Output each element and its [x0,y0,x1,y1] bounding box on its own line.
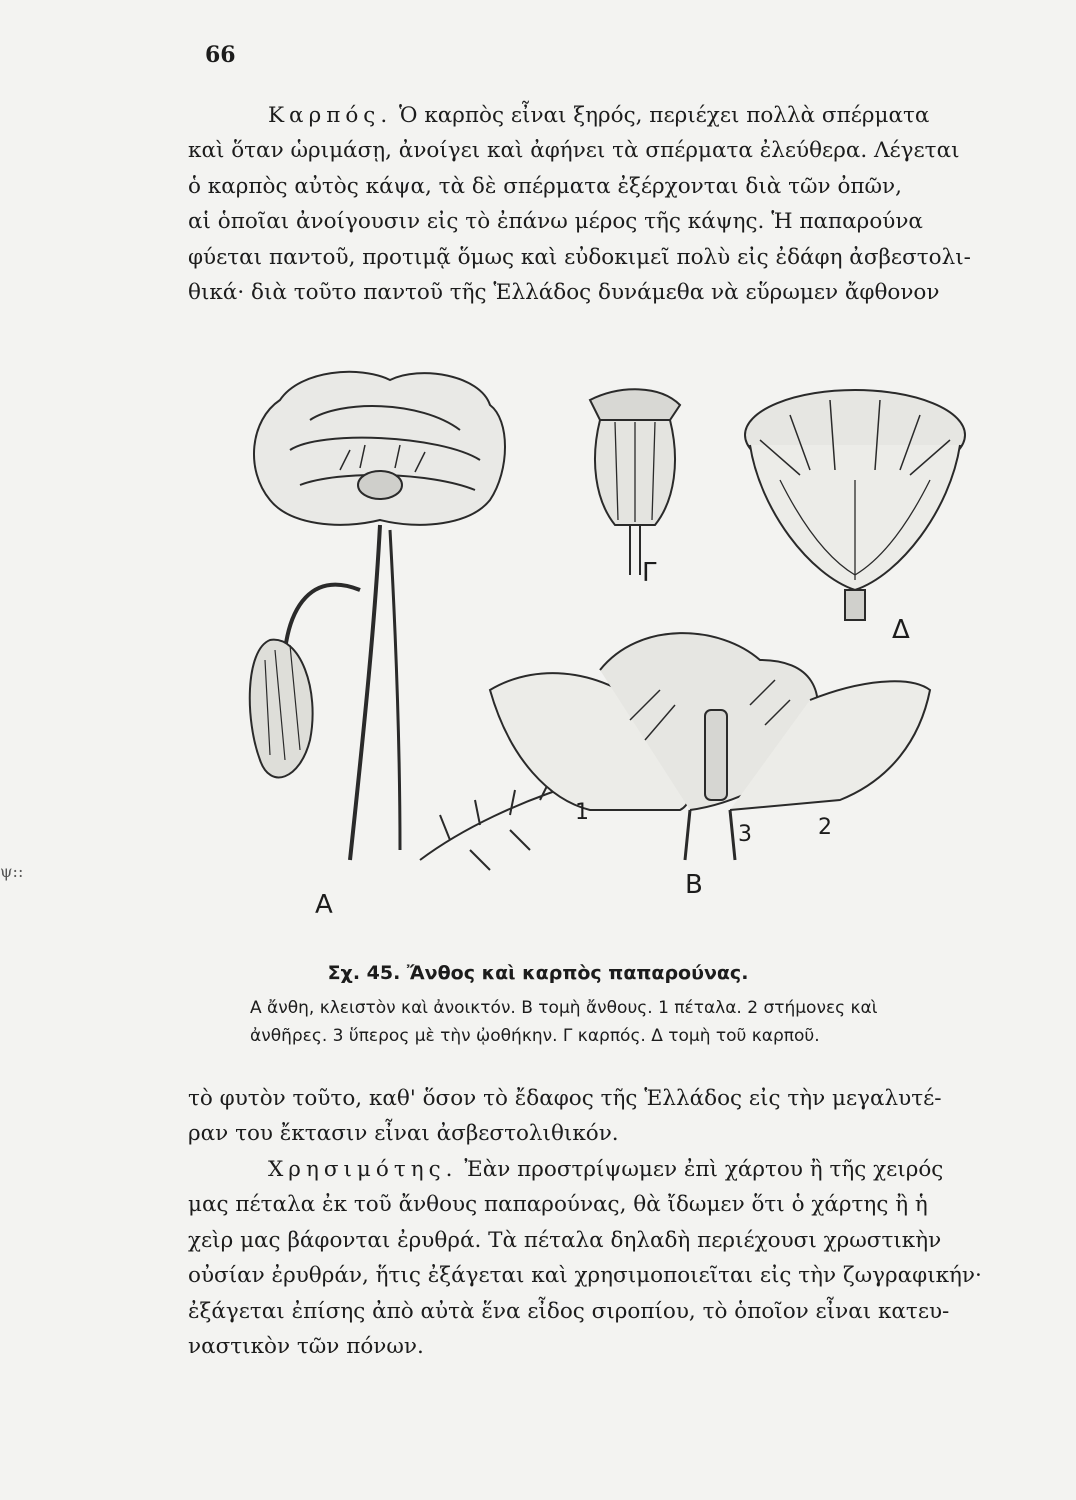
section-heading-chrisimotis: Χρησιμότης. [268,1157,458,1182]
flower-section-drawing [490,633,930,860]
paragraph-continuation [188,1081,1023,1152]
poppy-illustration [190,360,1020,920]
capsule-section-drawing [745,390,965,620]
section-heading-karpos: Καρπός. [268,103,393,128]
paragraph-line: φύεται παντοῦ, προτιμᾷ ὅμως καὶ εὐδοκιμεῖ πολὺ εἰς ἐδάφη ἀσβεστολι- [188,244,971,270]
margin-mark: ψ:: [0,862,24,881]
figure-label-a: Α [315,890,333,920]
paragraph-karpos [188,98,1023,310]
capsule-drawing [590,389,680,575]
paragraph-line: ναστικὸν τῶν πόνων. [188,1334,424,1360]
paragraph-line: ἐξάγεται ἐπίσης ἀπὸ αὐτὰ ἕνα εἶδος σιροπίου, τὸ ὁποῖον εἶναι κατευ- [188,1298,950,1324]
open-flower-drawing [254,372,505,525]
figure-label-1: 1 [575,800,589,825]
closed-bud-drawing [250,640,313,778]
paragraph-line: οὐσίαν ἐρυθράν, ἥτις ἐξάγεται καὶ χρησιμοποιεῖται εἰς τὴν ζωγραφικήν· [188,1263,982,1289]
paragraph-chrisimotis [188,1152,1023,1364]
paragraph-line: αἱ ὁποῖαι ἀνοίγουσιν εἰς τὸ ἐπάνω μέρος τῆς κάψης. Ἡ παπαρούνα [188,209,923,235]
figure-caption-title: Σχ. 45. Ἄνθος καὶ καρπὸς παπαρούνας. [327,962,749,984]
paragraph-line: Καρπός. Ὁ καρπὸς εἶναι ξηρός, περιέχει πολλὰ σπέρματα [268,103,930,128]
paragraph-line: χεὶρ μας βάφονται ἐρυθρά. Τὰ πέταλα δηλαδὴ περιέχουσι χρωστικὴν [188,1227,942,1253]
caption-line: Α ἄνθη, κλειστὸν καὶ ἀνοικτόν. Β τομὴ ἄνθους. 1 πέταλα. 2 στήμονες καὶ [250,998,878,1018]
paragraph-line: ὁ καρπὸς αὐτὸς κάψα, τὰ δὲ σπέρματα ἐξέρχονται διὰ τῶν ὀπῶν, [188,173,902,199]
paragraph-line: καὶ ὅταν ὡριμάσῃ, ἀνοίγει καὶ ἀφήνει τὰ σπέρματα ἐλεύθερα. Λέγεται [188,138,960,164]
paragraph-line: θικά· διὰ τοῦτο παντοῦ τῆς Ἑλλάδος δυνάμεθα νὰ εὕρωμεν ἄφθονον [188,280,940,306]
paragraph-line: μας πέταλα ἐκ τοῦ ἄνθους παπαρούνας, θὰ ἴδωμεν ὅτι ὁ χάρτης ἢ ἡ [188,1192,928,1218]
figure-label-g: Γ [642,558,657,588]
figure-caption [250,994,1010,1050]
paragraph-line: ραν του ἔκτασιν εἶναι ἀσβεστολιθικόν. [188,1121,619,1147]
figure-label-2: 2 [818,815,832,840]
figure-label-d: Δ [892,615,910,645]
figure-label-3: 3 [738,822,752,847]
figure-label-b: Β [685,870,703,900]
caption-line: ἀνθῆρες. 3 ὕπερος μὲ τὴν ᾠοθήκην. Γ καρπός. Δ τομὴ τοῦ καρποῦ. [250,1026,820,1046]
paragraph-line: τὸ φυτὸν τοῦτο, καθ' ὅσον τὸ ἔδαφος τῆς Ἑλλάδος εἰς τὴν μεγαλυτέ- [188,1086,942,1111]
paragraph-line: Χρησιμότης. Ἐὰν προστρίψωμεν ἐπὶ χάρτου ἢ τῆς χειρός [268,1157,944,1182]
page-number: 66 [205,42,236,68]
